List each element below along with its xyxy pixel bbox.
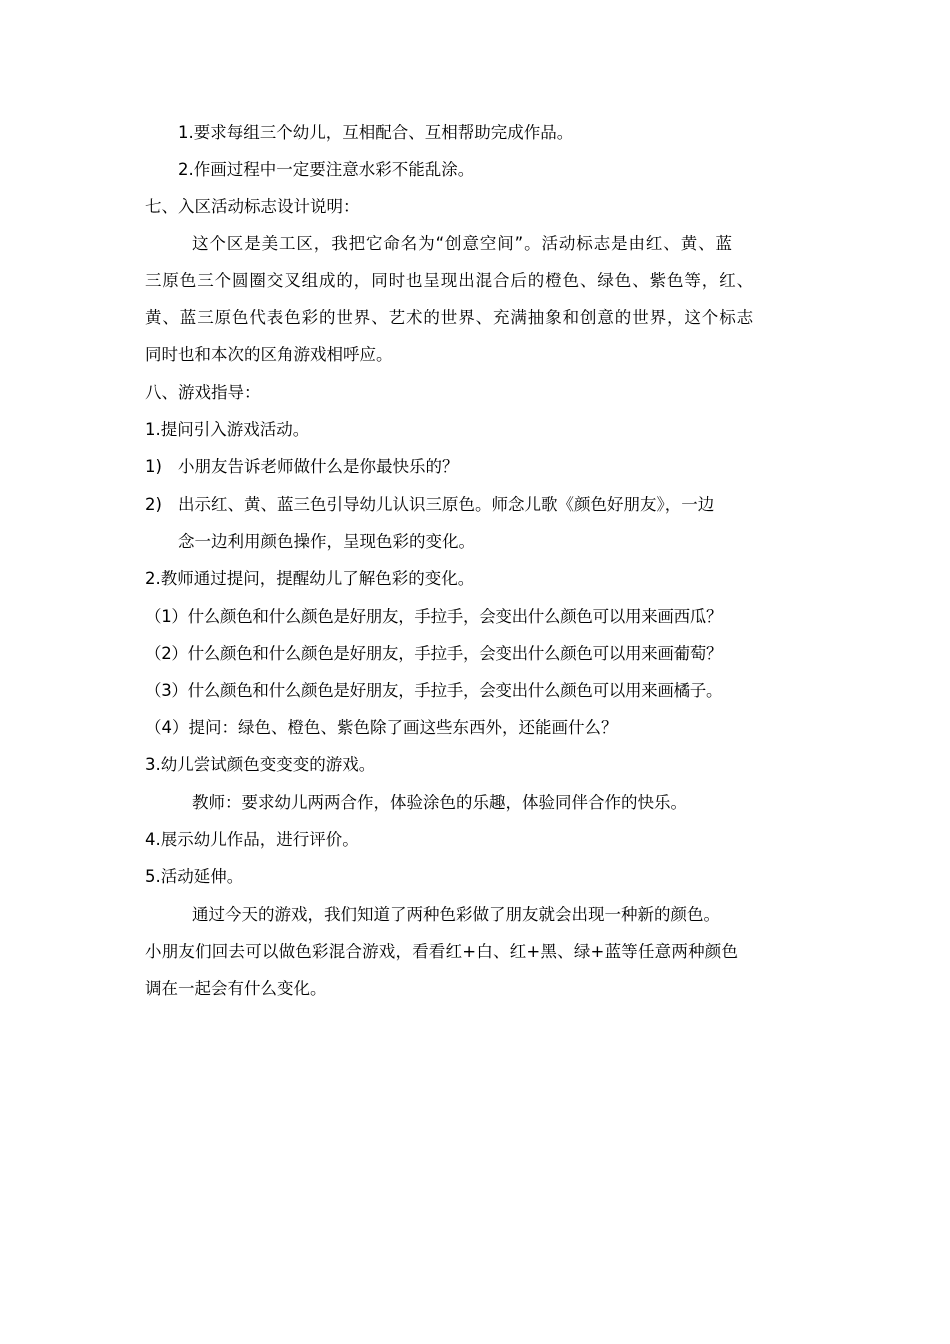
section7-paragraph-line-4: 同时也和本次的区角游戏相呼应。	[145, 345, 393, 364]
step5-paragraph-line-3: 调在一起会有什么变化。	[145, 979, 327, 998]
step4-heading: 4.展示幼儿作品，进行评价。	[145, 830, 359, 849]
step2-heading: 2.教师通过提问，提醒幼儿了解色彩的变化。	[145, 569, 475, 588]
step2-question-3: （3）什么颜色和什么颜色是好朋友，手拉手，会变出什么颜色可以用来画橘子。	[145, 681, 723, 700]
step1-sub-1-number: 1)	[145, 457, 162, 476]
section7-paragraph-line-2: 三原色三个圆圈交叉组成的，同时也呈现出混合后的橙色、绿色、紫色等，红、	[145, 271, 754, 290]
step3-heading: 3.幼儿尝试颜色变变变的游戏。	[145, 755, 376, 774]
step3-teacher-note: 教师：要求幼儿两两合作，体验涂色的乐趣，体验同伴合作的快乐。	[192, 793, 687, 812]
step5-heading: 5.活动延伸。	[145, 867, 244, 886]
step1-heading: 1.提问引入游戏活动。	[145, 420, 310, 439]
step1-sub-2-text: 出示红、黄、蓝三色引导幼儿认识三原色。师念儿歌《颜色好朋友》，一边	[178, 495, 715, 514]
step2-question-1: （1）什么颜色和什么颜色是好朋友，手拉手，会变出什么颜色可以用来画西瓜？	[145, 607, 723, 626]
step5-paragraph-line-1: 通过今天的游戏，我们知道了两种色彩做了朋友就会出现一种新的颜色。	[192, 905, 720, 924]
section7-paragraph-line-3: 黄、蓝三原色代表色彩的世界、艺术的世界、充满抽象和创意的世界，这个标志	[145, 308, 754, 327]
step1-sub-2-continuation: 念一边利用颜色操作，呈现色彩的变化。	[178, 532, 475, 551]
section8-heading: 八、游戏指导：	[145, 383, 261, 402]
section6-item-1: 1.要求每组三个幼儿，互相配合、互相帮助完成作品。	[178, 123, 574, 142]
section7-heading: 七、入区活动标志设计说明：	[145, 197, 360, 216]
step1-sub-2-number: 2)	[145, 495, 162, 514]
step2-question-4: （4）提问：绿色、橙色、紫色除了画这些东西外，还能画什么？	[145, 718, 618, 737]
section6-item-2: 2.作画过程中一定要注意水彩不能乱涂。	[178, 160, 475, 179]
section7-paragraph-line-1: 这个区是美工区，我把它命名为“创意空间”。活动标志是由红、黄、蓝	[192, 234, 733, 253]
step5-paragraph-line-2: 小朋友们回去可以做色彩混合游戏，看看红+白、红+黑、绿+蓝等任意两种颜色	[145, 942, 739, 961]
step2-question-2: （2）什么颜色和什么颜色是好朋友，手拉手，会变出什么颜色可以用来画葡萄？	[145, 644, 723, 663]
step1-sub-1-text: 小朋友告诉老师做什么是你最快乐的？	[178, 457, 459, 476]
